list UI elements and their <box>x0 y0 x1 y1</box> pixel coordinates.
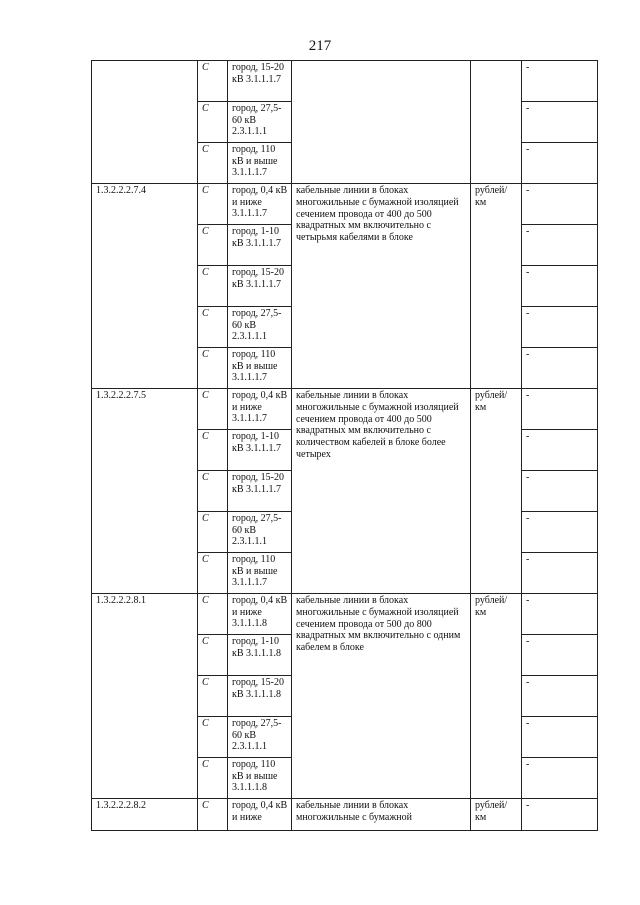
location-voltage-cell: город, 0,4 кВ и ниже 3.1.1.1.7 <box>228 389 292 430</box>
value-cell: - <box>522 553 598 594</box>
location-voltage-cell: город, 15-20 кВ 3.1.1.1.7 <box>228 266 292 307</box>
table-row <box>92 799 598 831</box>
unit-cell: рублей/ км <box>471 799 522 831</box>
value-cell: - <box>522 512 598 553</box>
value-cell: - <box>522 471 598 512</box>
value-cell: - <box>522 635 598 676</box>
category-cell: С <box>198 348 228 389</box>
category-cell: С <box>198 430 228 471</box>
category-cell: С <box>198 758 228 799</box>
description-cell: кабельные линии в блоках многожильные с бумажной изоляцией сечением провода от 400 до 500 квадратных мм включительно с количеством кабелей в блоке более четырех <box>292 389 471 594</box>
table-row <box>92 184 598 225</box>
description-cell: кабельные линии в блоках многожильные с бумажной изоляцией сечением провода от 400 до 500 квадратных мм включительно с четырьмя кабелями в блоке <box>292 184 471 389</box>
category-cell: С <box>198 102 228 143</box>
location-voltage-cell: город, 110 кВ и выше 3.1.1.1.7 <box>228 143 292 184</box>
location-voltage-cell: город, 27,5-60 кВ 2.3.1.1.1 <box>228 307 292 348</box>
description-cell <box>292 61 471 184</box>
category-cell: С <box>198 512 228 553</box>
value-cell: - <box>522 102 598 143</box>
category-cell: С <box>198 471 228 512</box>
value-cell: - <box>522 61 598 102</box>
category-cell: С <box>198 225 228 266</box>
value-cell: - <box>522 389 598 430</box>
tariff-table-body <box>92 61 598 831</box>
category-cell: С <box>198 635 228 676</box>
value-cell: - <box>522 184 598 225</box>
location-voltage-cell: город, 110 кВ и выше 3.1.1.1.8 <box>228 758 292 799</box>
item-code-cell: 1.3.2.2.2.8.1 <box>92 594 198 799</box>
location-voltage-cell: город, 1-10 кВ 3.1.1.1.7 <box>228 430 292 471</box>
value-cell: - <box>522 799 598 831</box>
unit-cell: рублей/ км <box>471 594 522 799</box>
category-cell: С <box>198 143 228 184</box>
location-voltage-cell: город, 27,5-60 кВ 2.3.1.1.1 <box>228 102 292 143</box>
value-cell: - <box>522 266 598 307</box>
category-cell: С <box>198 676 228 717</box>
category-cell: С <box>198 553 228 594</box>
item-code-cell: 1.3.2.2.2.7.4 <box>92 184 198 389</box>
unit-cell <box>471 61 522 184</box>
category-cell: С <box>198 307 228 348</box>
value-cell: - <box>522 717 598 758</box>
value-cell: - <box>522 676 598 717</box>
unit-cell: рублей/ км <box>471 184 522 389</box>
category-cell: С <box>198 717 228 758</box>
unit-cell: рублей/ км <box>471 389 522 594</box>
location-voltage-cell: город, 15-20 кВ 3.1.1.1.7 <box>228 471 292 512</box>
location-voltage-cell: город, 15-20 кВ 3.1.1.1.7 <box>228 61 292 102</box>
location-voltage-cell: город, 0,4 кВ и ниже <box>228 799 292 831</box>
location-voltage-cell: город, 110 кВ и выше 3.1.1.1.7 <box>228 553 292 594</box>
value-cell: - <box>522 594 598 635</box>
description-cell: кабельные линии в блоках многожильные с бумажной изоляцией сечением провода от 500 до 800 квадратных мм включительно с одним кабелем в блоке <box>292 594 471 799</box>
location-voltage-cell: город, 0,4 кВ и ниже 3.1.1.1.7 <box>228 184 292 225</box>
category-cell: С <box>198 594 228 635</box>
location-voltage-cell: город, 1-10 кВ 3.1.1.1.8 <box>228 635 292 676</box>
category-cell: С <box>198 799 228 831</box>
category-cell: С <box>198 266 228 307</box>
description-cell: кабельные линии в блоках многожильные с бумажной <box>292 799 471 831</box>
category-cell: С <box>198 61 228 102</box>
value-cell: - <box>522 143 598 184</box>
table-row <box>92 594 598 635</box>
location-voltage-cell: город, 1-10 кВ 3.1.1.1.7 <box>228 225 292 266</box>
location-voltage-cell: город, 0,4 кВ и ниже 3.1.1.1.8 <box>228 594 292 635</box>
category-cell: С <box>198 184 228 225</box>
value-cell: - <box>522 430 598 471</box>
location-voltage-cell: город, 27,5-60 кВ 2.3.1.1.1 <box>228 717 292 758</box>
item-code-cell: 1.3.2.2.2.8.2 <box>92 799 198 831</box>
location-voltage-cell: город, 110 кВ и выше 3.1.1.1.7 <box>228 348 292 389</box>
item-code-cell <box>92 61 198 184</box>
value-cell: - <box>522 348 598 389</box>
location-voltage-cell: город, 15-20 кВ 3.1.1.1.8 <box>228 676 292 717</box>
tariff-table <box>91 60 598 831</box>
value-cell: - <box>522 225 598 266</box>
table-row <box>92 389 598 430</box>
category-cell: С <box>198 389 228 430</box>
location-voltage-cell: город, 27,5-60 кВ 2.3.1.1.1 <box>228 512 292 553</box>
item-code-cell: 1.3.2.2.2.7.5 <box>92 389 198 594</box>
value-cell: - <box>522 307 598 348</box>
page-number: 217 <box>308 38 332 54</box>
table-row <box>92 61 598 102</box>
value-cell: - <box>522 758 598 799</box>
